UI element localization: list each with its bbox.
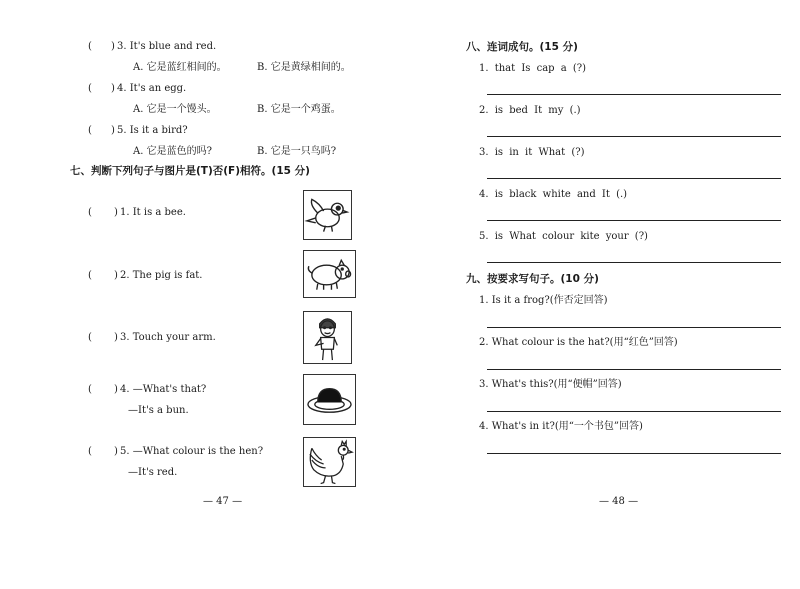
answer-paren-close: ) [111, 83, 115, 94]
answer-paren-close: ) [114, 384, 118, 395]
s8-item-3: 3. is in it What (?) [479, 147, 585, 158]
option-b: B. 它是一只鸟吗? [257, 146, 337, 157]
answer-paren-open[interactable]: ( [88, 384, 92, 395]
s9-item-1: 1. Is it a frog?(作否定回答) [479, 295, 608, 306]
question-stem: 5. Is it a bird? [117, 125, 188, 136]
option-a: A. 它是蓝色的吗? [133, 146, 212, 157]
answer-paren-open[interactable]: ( [88, 125, 92, 136]
answer-paren-open[interactable]: ( [88, 332, 92, 343]
option-a: A. 它是蓝红相间的。 [133, 62, 227, 73]
s8-item-4: 4. is black white and It (.) [479, 189, 628, 200]
s8-item-2: 2. is bed It my (.) [479, 105, 581, 116]
answer-paren-close: ) [114, 270, 118, 281]
answer-line[interactable] [487, 220, 781, 221]
s9-item-2: 2. What colour is the hat?(用“红色”回答) [479, 337, 678, 348]
question-text: 5. —What colour is the hen? [120, 446, 264, 457]
answer-line[interactable] [487, 369, 781, 370]
answer-paren-close: ) [114, 446, 118, 457]
pig-icon [303, 250, 356, 298]
section-9-title: 九、按要求写句子。(10 分) [466, 273, 599, 285]
answer-text: —It's red. [128, 467, 178, 478]
answer-line[interactable] [487, 136, 781, 137]
option-a: A. 它是一个馒头。 [133, 104, 217, 115]
answer-paren-open[interactable]: ( [88, 207, 92, 218]
option-b: B. 它是黄绿相间的。 [257, 62, 351, 73]
answer-paren-open[interactable]: ( [88, 446, 92, 457]
question-text: 3. Touch your arm. [120, 332, 216, 343]
answer-paren-close: ) [111, 41, 115, 52]
answer-paren-close: ) [111, 125, 115, 136]
section-7-title: 七、判断下列句子与图片是(T)否(F)相符。(15 分) [70, 165, 310, 177]
s9-item-4: 4. What's in it?(用“一个书包”回答) [479, 421, 643, 432]
page-number-right: — 48 — [599, 496, 639, 507]
answer-paren-open[interactable]: ( [88, 270, 92, 281]
answer-line[interactable] [487, 262, 781, 263]
s8-item-1: 1. that Is cap a (?) [479, 63, 587, 74]
answer-paren-open[interactable]: ( [88, 41, 92, 52]
rooster-icon [303, 437, 356, 487]
page-number-left: — 47 — [203, 496, 243, 507]
answer-line[interactable] [487, 178, 781, 179]
question-text: 4. —What's that? [120, 384, 207, 395]
answer-text: —It's a bun. [128, 405, 189, 416]
question-stem: 3. It's blue and red. [117, 41, 217, 52]
question-stem: 4. It's an egg. [117, 83, 187, 94]
answer-line[interactable] [487, 327, 781, 328]
boy-touching-arm-icon [303, 311, 352, 364]
option-b: B. 它是一个鸡蛋。 [257, 104, 341, 115]
question-text: 2. The pig is fat. [120, 270, 203, 281]
bird-icon [303, 190, 352, 240]
s9-item-3: 3. What's this?(用“便帽”回答) [479, 379, 622, 390]
answer-paren-open[interactable]: ( [88, 83, 92, 94]
answer-paren-close: ) [114, 332, 118, 343]
egg-on-plate-icon [303, 374, 356, 425]
answer-line[interactable] [487, 453, 781, 454]
question-text: 1. It is a bee. [120, 207, 186, 218]
answer-paren-close: ) [114, 207, 118, 218]
answer-line[interactable] [487, 411, 781, 412]
section-8-title: 八、连词成句。(15 分) [466, 41, 578, 53]
answer-line[interactable] [487, 94, 781, 95]
s8-item-5: 5. is What colour kite your (?) [479, 231, 648, 242]
